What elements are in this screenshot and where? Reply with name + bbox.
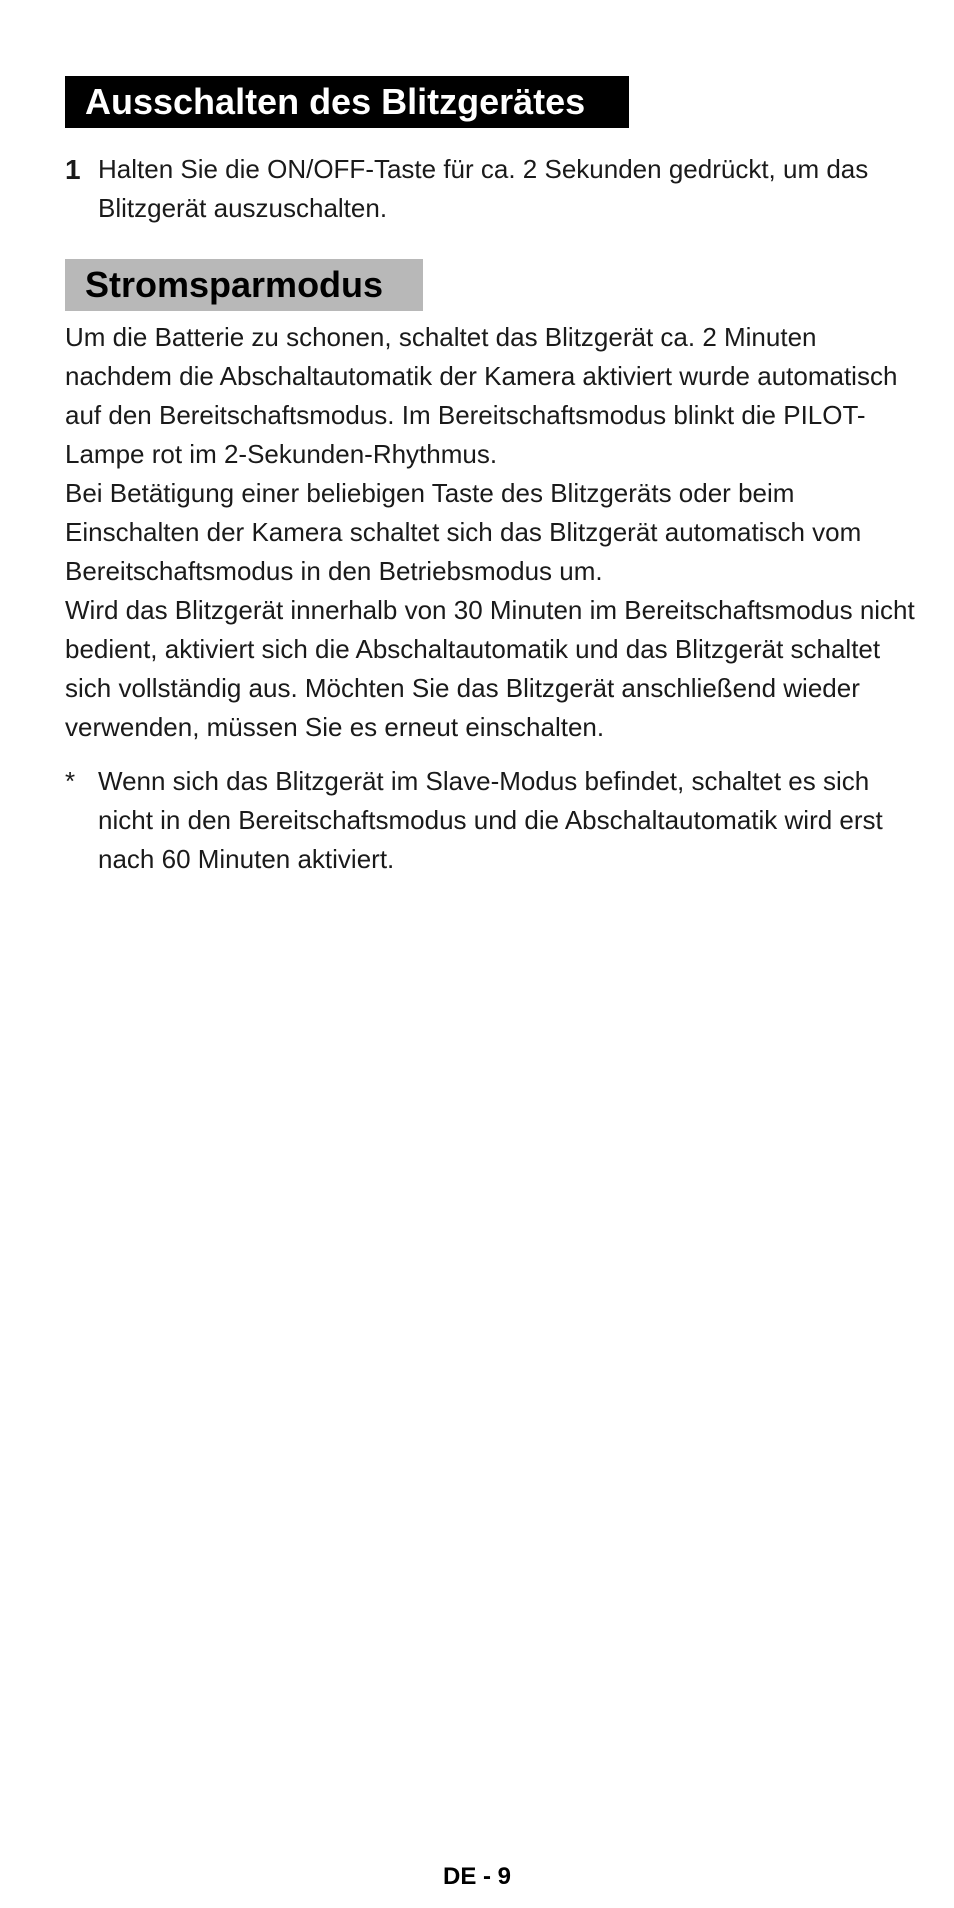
footnote xyxy=(65,762,915,879)
paragraph: Bei Betätigung einer beliebigen Taste des Blitzgeräts oder beim Einschalten der Kamera schaltet sich das Blitzgerät automatisch vom Bereitschaftsmodus in den Betriebsmodus um. xyxy=(65,478,862,586)
numbered-step xyxy=(65,150,905,228)
step-number: 1 xyxy=(65,154,81,185)
section-heading-power-off: Ausschalten des Blitzgerätes xyxy=(65,76,629,128)
section-heading-power-saving: Stromsparmodus xyxy=(65,259,423,311)
body-text xyxy=(65,318,915,747)
page-number: DE - 9 xyxy=(442,1863,511,1890)
paragraph: Um die Batterie zu schonen, schaltet das Blitzgerät ca. 2 Minuten nachdem die Abschaltautomatik der Kamera aktiviert wurde automatisch auf den Bereitschaftsmodus. Im Bereitschaftsmodus blinkt die PILOT-Lampe rot im 2-Sekunden-Rhythmus. xyxy=(65,322,898,469)
footnote-text: Wenn sich das Blitzgerät im Slave-Modus befindet, schaltet es sich nicht in den Bereitschaftsmodus und die Abschaltautomatik wird erst nach 60 Minuten aktiviert. xyxy=(98,766,883,874)
step-text: Halten Sie die ON/OFF-Taste für ca. 2 Sekunden gedrückt, um das Blitzgerät auszuschalten. xyxy=(98,154,869,223)
footnote-marker: * xyxy=(65,766,76,796)
paragraph: Wird das Blitzgerät innerhalb von 30 Minuten im Bereitschaftsmodus nicht bedient, aktiviert sich die Abschaltautomatik und das Blitzgerät schaltet sich vollständig aus. Möchten Sie das Blitzgerät anschließend wieder verwenden, müssen Sie es erneut einschalten. xyxy=(65,595,915,742)
